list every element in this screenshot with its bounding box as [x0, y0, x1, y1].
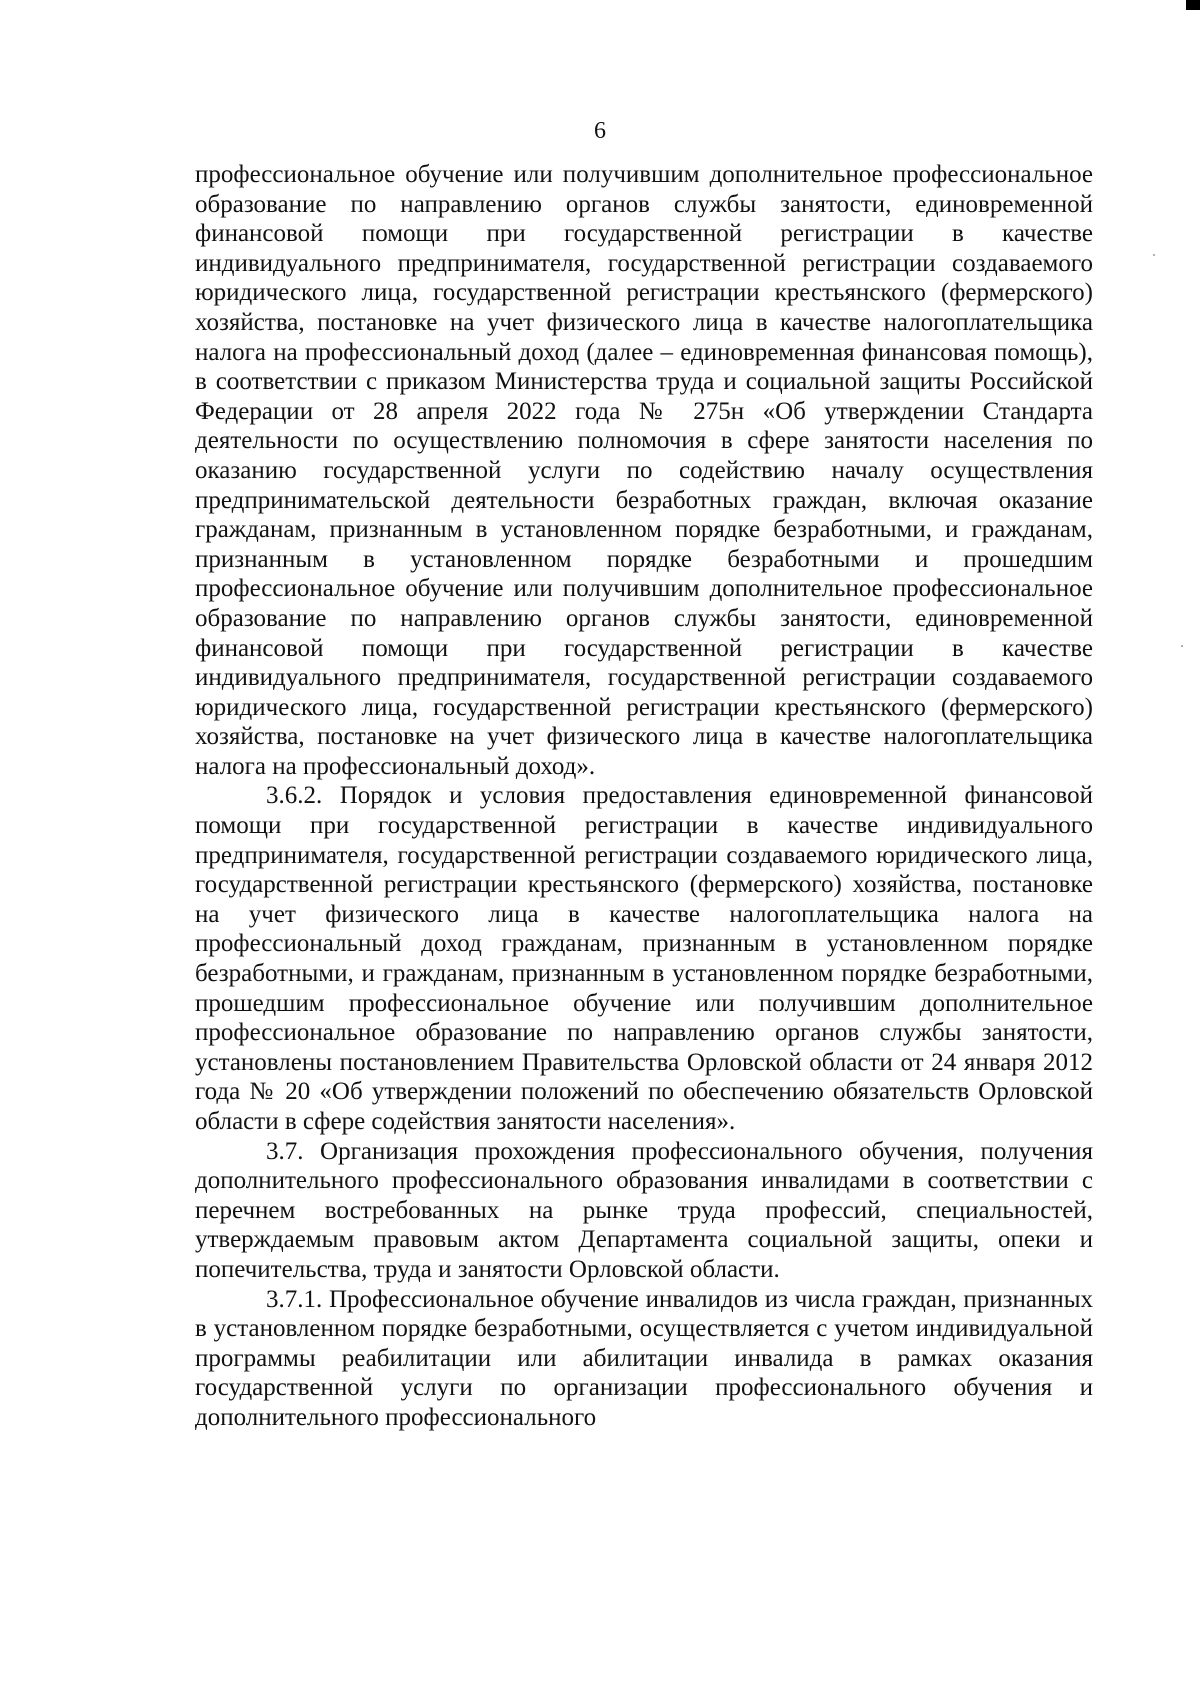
scan-speck: [1181, 645, 1183, 647]
paragraph-3-7: 3.7. Организация прохождения профессионального обучения, получения дополнительного профессионального образования инвалидами в соответствии с перечнем востребованных на рынке труда профессий, специальностей, утверждаемым правовым актом Департамента социальной защиты, опеки и попечительства, труда и занятости Орловской области.: [195, 1137, 1093, 1283]
paragraph-3-6-2: 3.6.2. Порядок и условия предоставления единовременной финансовой помощи при государственной регистрации в качестве индивидуального предпринимателя, государственной регистрации создаваемого юридического лица, государственной регистрации крестьянского (фермерского) хозяйства, постановке на учет физического лица в качестве налогоплательщика налога на профессиональный доход гражданам, признанным в установленном порядке безработными, и гражданам, признанным в установленном порядке безработными, прошедшим профессиональное обучение или получившим дополнительное профессиональное образование по направлению органов службы занятости, установлены постановлением Правительства Орловской области от 24 января 2012 года № 20 «Об утверждении положений по обеспечению обязательств Орловской области в сфере содействия занятости населения».: [195, 782, 1093, 1135]
scan-corner-mark: [1186, 0, 1200, 10]
document-body: [195, 160, 1093, 1433]
paragraph-continuation: профессиональное обучение или получившим дополнительное профессиональное образование по направлению органов службы занятости, единовременной финансовой помощи при государственной регистрации в качестве индивидуального предпринимателя, государственной регистрации создаваемого юридического лица, государственной регистрации крестьянского (фермерского) хозяйства, постановке на учет физического лица в качестве налогоплательщика налога на профессиональный доход (далее – единовременная финансовая помощь), в соответствии с приказом Министерства труда и социальной защиты Российской Федерации от 28 апреля 2022 года № 275н «Об утверждении Стандарта деятельности по осуществлению полномочия в сфере занятости населения по оказанию государственной услуги по содействию началу осуществления предпринимательской деятельности безработных граждан, включая оказание гражданам, признанным в установленном порядке безработными, и гражданам, признанным в установленном порядке безработными и прошедшим профессиональное обучение или получившим дополнительное профессиональное образование по направлению органов службы занятости, единовременной финансовой помощи при государственной регистрации в качестве индивидуального предпринимателя, государственной регистрации создаваемого юридического лица, государственной регистрации крестьянского (фермерского) хозяйства, постановке на учет физического лица в качестве налогоплательщика налога на профессиональный доход».: [195, 161, 1093, 780]
paragraph-3-7-1: 3.7.1. Профессиональное обучение инвалидов из числа граждан, признанных в установленном порядке безработными, осуществляется с учетом индивидуальной программы реабилитации или абилитации инвалида в рамках оказания государственной услуги по организации профессионального обучения и дополнительного профессионального: [195, 1285, 1093, 1431]
scan-speck: [1153, 254, 1155, 256]
page-number: 6: [594, 118, 606, 144]
